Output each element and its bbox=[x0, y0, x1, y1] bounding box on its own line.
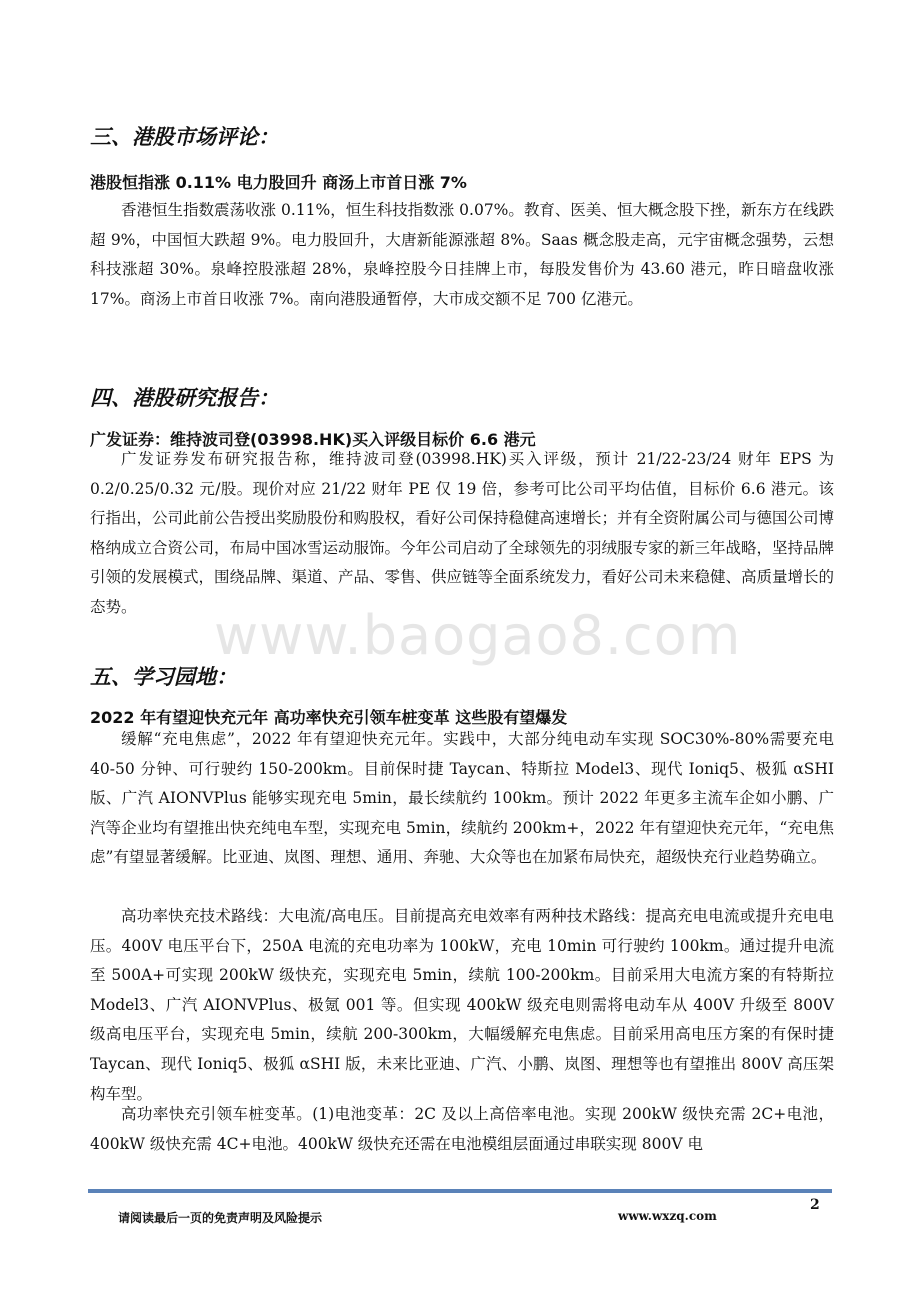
section-heading-hk-market-review: 三、港股市场评论： bbox=[90, 124, 279, 149]
subheading-hsi-summary: 港股恒指涨 0.11% 电力股回升 商汤上市首日涨 7% bbox=[90, 173, 467, 192]
section-heading-learning-corner: 五、学习园地： bbox=[90, 664, 237, 689]
subheading-fast-charging: 2022 年有望迎快充元年 高功率快充引领车桩变革 这些股有望爆发 bbox=[90, 708, 568, 727]
paragraph-hk-market: 香港恒生指数震荡收涨 0.11%，恒生科技指数涨 0.07%。教育、医美、恒大概念股下挫，新东方在线跌超 9%，中国恒大跌超 9%。电力股回升，大唐新能源涨超 8%。Saas 概念股走高，元宇宙概念强势，云想科技涨超 30%。泉峰控股涨超 28%，泉峰控股今日挂牌上市，每股发售价为 43.60 港元，昨日暗盘收涨 17%。商汤上市首日收涨 7%。南向港股通暂停，大市成交额不足 700 亿港元。 bbox=[90, 201, 834, 308]
paragraph-charging-anxiety: 缓解“充电焦虑”，2022 年有望迎快充元年。实践中，大部分纯电动车实现 SOC30%-80%需要充电 40-50 分钟、可行驶约 150-200km。目前保时捷 Taycan、特斯拉 Model3、现代 Ioniq5、极狐 αSHI 版、广汽 AIONVPlus 能够实现充电 5min，最长续航约 100km。预计 2022 年更多主流车企如小鹏、广汽等企业均有望推出快充纯电车型，实现充电 5min，续航约 200km+，2022 年有望迎快充元年，“充电焦虑”有望显著缓解。比亚迪、岚图、理想、通用、奔驰、大众等也在加紧布局快充，超级快充行业趋势确立。 bbox=[90, 730, 834, 867]
section-heading-hk-research: 四、港股研究报告： bbox=[90, 385, 279, 410]
footer-website-link[interactable]: www.wxzq.com bbox=[618, 1209, 717, 1223]
page-number: 2 bbox=[810, 1197, 820, 1213]
paragraph-bosideng-report: 广发证券发布研究报告称，维持波司登(03998.HK)买入评级，预计 21/22-23/24 财年 EPS 为 0.2/0.25/0.32 元/股。现价对应 21/22 财年 PE 仅 19 倍，参考可比公司平均估值，目标价 6.6 港元。该行指出，公司此前公告授出奖励股份和购股权，看好公司保持稳健高速增长；并有全资附属公司与德国公司博格纳成立合资公司，布局中国冰雪运动服饰。今年公司启动了全球领先的羽绒服专家的新三年战略，坚持品牌引领的发展模式，围绕品牌、渠道、产品、零售、供应链等全面系统发力，看好公司未来稳健、高质量增长的态势。 bbox=[90, 450, 835, 616]
footer-divider bbox=[88, 1189, 832, 1193]
subheading-bosideng-rating: 广发证券：维持波司登(03998.HK)买入评级目标价 6.6 港元 bbox=[90, 430, 536, 449]
paragraph-vehicle-pile-transform: 高功率快充引领车桩变革。(1)电池变革：2C 及以上高倍率电池。实现 200kW 级快充需 2C+电池，400kW 级快充需 4C+电池。400kW 级快充还需在电池模组层面通过串联实现 800V 电 bbox=[90, 1105, 834, 1153]
watermark: www.baogao8.com bbox=[214, 604, 742, 667]
paragraph-charging-tech-route: 高功率快充技术路线：大电流/高电压。目前提高充电效率有两种技术路线：提高充电电流或提升充电电压。400V 电压平台下，250A 电流的充电功率为 100kW，充电 10min 可行驶约 100km。通过提升电流至 500A+可实现 200kW 级快充，实现充电 5min，续航 100-200km。目前采用大电流方案的有特斯拉 Model3、广汽 AIONVPlus、极氪 001 等。但实现 400kW 级充电则需将电动车从 400V 升级至 800V 级高电压平台，实现充电 5min，续航 200-300km，大幅缓解充电焦虑。目前采用高电压方案的有保时捷 Taycan、现代 Ioniq5、极狐 αSHI 版，未来比亚迪、广汽、小鹏、岚图、理想等也有望推出 800V 高压架构车型。 bbox=[90, 907, 834, 1103]
footer-disclaimer: 请阅读最后一页的免责声明及风险提示 bbox=[118, 1211, 323, 1225]
